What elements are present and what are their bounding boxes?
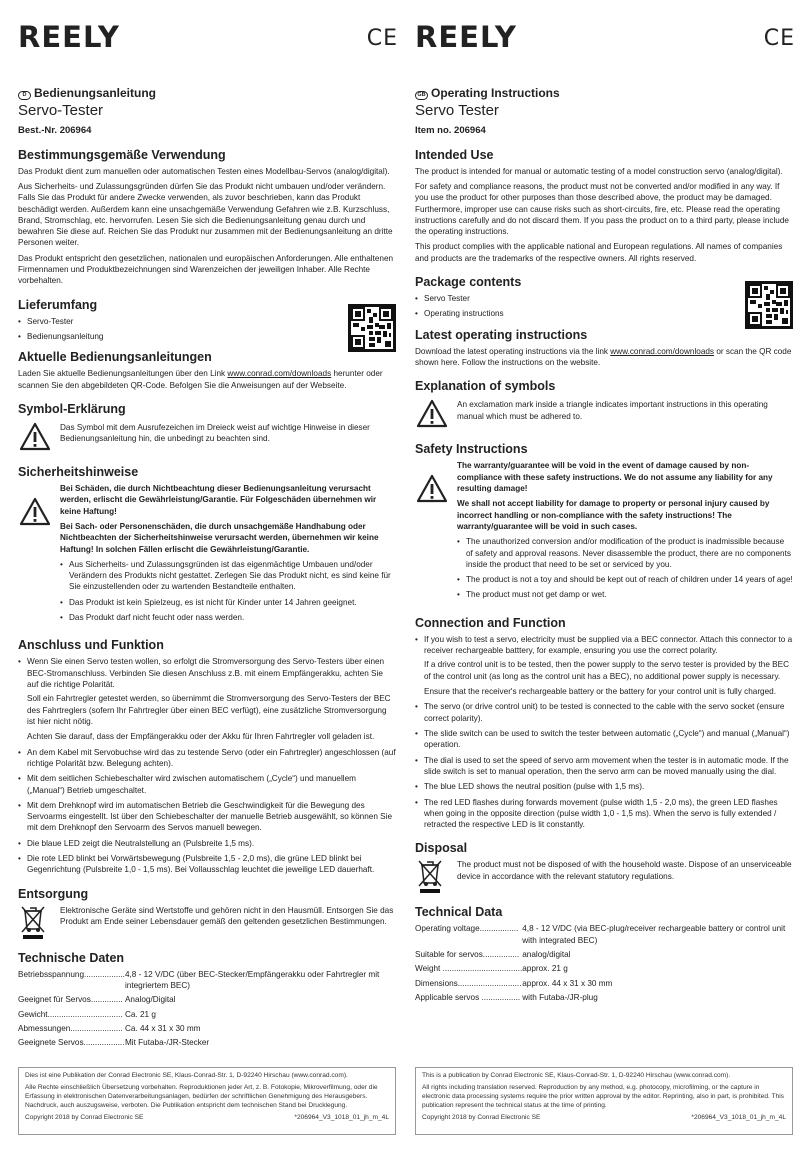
doc-code: *206964_V3_1018_01_jh_m_4L bbox=[294, 1113, 389, 1121]
table-row: Betriebsspannung.................. 4,8 - 12 V/DC (über BEC-Stecker/Empfängerakku oder Fahrtregler mit integriertem BEC) bbox=[18, 969, 380, 991]
section-heading: Sicherheitshinweise bbox=[18, 464, 139, 479]
download-link[interactable]: www.conrad.com/downloads bbox=[227, 369, 332, 379]
tech-table bbox=[415, 923, 793, 1006]
paragraph: Aus Sicherheits- und Zulassungsgründen dürfen Sie das Produkt nicht umbauen und/oder verändern. Falls Sie das Produkt für andere Zwecke verwenden, als zuvor beschrieben, kann das Produkt beschädigt werden. Außerdem kann eine unsachgemäße Verwendung Gefahren wie z.B. Kurzschluss, Brand, Stromschlag, etc. hervorrufen. Lesen Sie sich die Bedienungsanleitung genau durch und bewahren Sie diese auf. Reichen Sie das Produkt nur zusammen mit der Bedienungsanleitung an dritte Personen weiter. bbox=[18, 181, 393, 248]
list-item: • Bedienungsanleitung bbox=[18, 331, 396, 342]
ce-mark: CE bbox=[366, 26, 398, 51]
tech-table bbox=[18, 969, 396, 1052]
table-row: Applicable servos ................. with Futaba-/JR-plug bbox=[415, 993, 598, 1003]
ce-mark: CE bbox=[763, 26, 795, 51]
paragraph: Elektronische Geräte sind Wertstoffe und gehören nicht in den Hausmüll. Entsorgen Sie das Produkt am Ende seiner Lebensdauer gemäß den geltenden gesetzlichen Bestimmungen. bbox=[60, 905, 394, 927]
package-list bbox=[415, 293, 793, 320]
footer-line: All rights including translation reserved. Reproduction by any method, e.g. photocopy, microfilming, or the capture in electronic data processing systems require the prior written approval by the editor. Reprinting, also in part, is prohibited. This publication represent the technical status at the time of printing. bbox=[422, 1083, 784, 1109]
paragraph: For safety and compliance reasons, the product must not be converted and/or modified in any way. If you use the product for other purposes than those described above, the product may be damaged. Furthermore, improper use can cause risks such as short-circuits, fire, etc. Please read the operating instructions carefully and do not discard them. If you pass the product on to a third party, please include the operating instructions. bbox=[415, 181, 789, 237]
paragraph: Das Produkt entspricht den gesetzlichen, nationalen und europäischen Anforderungen. Alle enthaltenen Firmennamen und Produktbezeichnungen sind Warenzeichen der jeweiligen Inhaber. Alle Rechte vorbehalten. bbox=[18, 253, 394, 286]
section-heading: Lieferumfang bbox=[18, 297, 98, 312]
package-section bbox=[18, 298, 396, 343]
package-list bbox=[18, 316, 396, 343]
list-item: • Mit dem Drehknopf wird im automatischen Betrieb die Geschwindigkeit für die Bewegung des Servoarms eingestellt. Ist über den Schiebeschalter der manuelle Betrieb ausgewählt, so können Sie mit dem Drehknopf den Servoarm des Servos manuell bewegen. bbox=[18, 800, 396, 834]
section-heading: Aktuelle Bedienungsanleitungen bbox=[18, 350, 212, 365]
table-row: Abmessungen....................... Ca. 44 x 31 x 30 mm bbox=[18, 1023, 201, 1033]
footer-line: Dies ist eine Publikation der Conrad Electronic SE, Klaus-Conrad-Str. 1, D-92240 Hirschau (www.conrad.com). bbox=[25, 1072, 348, 1079]
bold-warning: Bei Schäden, die durch Nichtbeachtung dieser Bedienungsanleitung verursacht werden, erlischt die Gewährleistung/Garantie. Für Folgeschäden übernehmen wir keine Haftung! bbox=[60, 483, 377, 516]
list-item: • Wenn Sie einen Servo testen wollen, so erfolgt die Stromversorgung des Servo-Testers über einen BEC-Stromanschluss. Verbinden Sie diesen Anschluss z.B. mit einem Empfängerakku, achten Sie auf die richtige Polarität. Soll ein Fahrtregler getestet werden, so übernimmt die Stromversorgung des Servo-Testers der BEC des Fahrtreglers (sofern Ihr Fahrtregler über einen BEC verfügt), eine zusätzliche Stromversorgung ist hier nicht nötig. Achten Sie darauf, dass der Empfängerakku oder der Akku für Ihren Fahrtregler voll geladen ist. bbox=[18, 656, 396, 742]
table-row: Gewicht................................. Ca. 21 g bbox=[18, 1009, 156, 1019]
list-item: • The unauthorized conversion and/or modification of the product is inadmissible because of safety and approval reasons. Never disassemble the product, there are no components inside the product that need to be set or serviced by you. bbox=[457, 536, 793, 570]
list-item: • Operating instructions bbox=[415, 308, 793, 319]
list-item: • Servo-Tester bbox=[18, 316, 396, 327]
warning-triangle-icon bbox=[417, 399, 447, 429]
item-number: Best.-Nr. 206964 bbox=[18, 124, 92, 136]
safety-list bbox=[457, 536, 793, 601]
bold-warning: Bei Sach- oder Personenschäden, die durch unsachgemäße Handhabung oder Nichtbeachten der Sicherheitshinweise verursacht werden, übernehmen wir keine Haftung! In solchen Fällen erlischt die Gewährleistung/Garantie. bbox=[60, 521, 379, 554]
safety-list bbox=[60, 559, 396, 624]
paragraph: This product complies with the applicable national and European regulations. All names of companies and products are the trademarks of the respective owners. All rights reserved. bbox=[415, 242, 783, 263]
section-heading: Disposal bbox=[415, 841, 468, 856]
section-heading: Connection and Function bbox=[415, 615, 566, 630]
section-heading: Latest operating instructions bbox=[415, 327, 588, 342]
list-item: • Die blaue LED zeigt die Neutralstellung an (Pulsbreite 1,5 ms). bbox=[18, 838, 396, 849]
footer-line: This is a publication by Conrad Electronic SE, Klaus-Conrad-Str. 1, D-92240 Hirschau (www.conrad.com). bbox=[422, 1072, 731, 1079]
page-header bbox=[415, 22, 793, 52]
table-row: Weight ................................... approx. 21 g bbox=[415, 964, 568, 974]
language-flag-icon: D bbox=[18, 91, 31, 100]
list-item: • Das Produkt darf nicht feucht oder nass werden. bbox=[60, 612, 396, 623]
crossed-bin-icon bbox=[20, 905, 46, 939]
table-row: Dimensions............................ approx. 44 x 31 x 30 mm bbox=[415, 978, 613, 988]
item-number: Item no. 206964 bbox=[415, 124, 486, 136]
section-heading: Anschluss und Funktion bbox=[18, 638, 164, 653]
paragraph: The product is intended for manual or automatic testing of a model construction servo (analog/digital). bbox=[415, 166, 783, 176]
doc-code: *206964_V3_1018_01_jh_m_4L bbox=[691, 1113, 786, 1121]
publisher-footer bbox=[18, 1067, 396, 1135]
brand-logo: REELY bbox=[18, 20, 120, 54]
doc-heading: GB Operating Instructions bbox=[415, 86, 793, 101]
list-item: • Servo Tester bbox=[415, 293, 793, 304]
doc-heading: D Bedienungsanleitung bbox=[18, 86, 396, 101]
table-row: Operating voltage................. 4,8 - 12 V/DC (via BEC-plug/receiver rechargeable battery or control unit with integrated BEC) bbox=[415, 924, 786, 945]
section-heading: Intended Use bbox=[415, 147, 494, 162]
section-heading: Explanation of symbols bbox=[415, 379, 556, 394]
publisher-footer bbox=[415, 1067, 793, 1135]
list-item: • The dial is used to set the speed of servo arm movement when the tester is in automatic mode. If the slide switch is set to manual operation, then the servo arm can be moved manually using the dial. bbox=[415, 755, 793, 778]
section-heading: Bestimmungsgemäße Verwendung bbox=[18, 147, 226, 162]
document-body bbox=[18, 86, 396, 1052]
table-row: Geeignet für Servos.............. Analog/Digital bbox=[18, 995, 176, 1005]
list-item: • The blue LED shows the neutral position (pulse with 1,5 ms). bbox=[415, 781, 793, 792]
section-heading: Entsorgung bbox=[18, 886, 89, 901]
list-item: • Mit dem seitlichen Schiebeschalter wird zwischen automatischem („Cycle“) und manuellem („Manual“) Betrieb umgeschaltet. bbox=[18, 773, 396, 796]
paragraph: Das Produkt dient zum manuellen oder automatischen Testen eines Modellbau-Servos (analog/digital). bbox=[18, 166, 390, 176]
list-item: • An dem Kabel mit Servobuchse wird das zu testende Servo (oder ein Fahrtregler) angeschlossen (auf richtige Polarität bzw. Belegung achten). bbox=[18, 747, 396, 770]
list-item: • The slide switch can be used to switch the tester between automatic („Cycle“) and manual („Manual“) operation. bbox=[415, 728, 793, 751]
download-link[interactable]: www.conrad.com/downloads bbox=[610, 346, 715, 356]
product-title: Servo Tester bbox=[415, 102, 499, 119]
copyright: Copyright 2018 by Conrad Electronic SE bbox=[25, 1113, 144, 1121]
warning-triangle-icon bbox=[417, 474, 447, 504]
function-list bbox=[415, 634, 793, 831]
table-row: Suitable for servos................ analog/digital bbox=[415, 950, 571, 960]
bold-warning: We shall not accept liability for damage to property or personal injury caused by incorrect handling or non-compliance with the safety instructions! The warranty/guarantee will be void in such cases. bbox=[457, 499, 770, 531]
list-item: • Die rote LED blinkt bei Vorwärtsbewegung (Pulsbreite 1,5 - 2,0 ms), die grüne LED blinkt bei Gegenrichtung (Pulsbreite 1,0 - 1,5 ms). Bei Vollausschlag leuchtet die jeweilige LED dauerhaft. bbox=[18, 853, 396, 876]
warning-triangle-icon bbox=[20, 497, 50, 527]
list-item: • Aus Sicherheits- und Zulassungsgründen ist das eigenmächtige Umbauen und/oder Verändern des Produkts nicht gestattet. Zerlegen Sie das Produkt nicht, es sind keine für Sie einzustellenden oder zu wartenden Bestandteile enthalten. bbox=[60, 559, 396, 593]
paragraph: The product must not be disposed of with the household waste. Dispose of an unserviceable device in accordance with the relevant statutory regulations. bbox=[457, 860, 792, 881]
qr-code-icon bbox=[745, 281, 793, 329]
list-item: • The servo (or drive control unit) to be tested is connected to the cable with the servo socket (ensure correct polarity). bbox=[415, 701, 793, 724]
section-heading: Symbol-Erklärung bbox=[18, 401, 126, 416]
table-row: Geeignete Servos.................. Mit Futaba-/JR-Stecker bbox=[18, 1038, 210, 1048]
bold-warning: The warranty/guarantee will be void in the event of damage caused by non-compliance with these safety instructions. We do not assume any liability for any resulting damage! bbox=[457, 461, 773, 493]
copyright: Copyright 2018 by Conrad Electronic SE bbox=[422, 1113, 541, 1121]
crossed-bin-icon bbox=[417, 859, 443, 893]
paragraph: An exclamation mark inside a triangle indicates important instructions in this operating manual which must be adhered to. bbox=[457, 400, 768, 421]
brand-logo: REELY bbox=[415, 20, 517, 54]
section-heading: Technische Daten bbox=[18, 950, 125, 965]
qr-code-icon bbox=[348, 304, 396, 352]
section-heading: Package contents bbox=[415, 275, 522, 290]
list-item: • The red LED flashes during forwards movement (pulse width 1,5 - 2,0 ms), the green LED flashes when going in the opposite direction (pulse width 1,0 - 1,5 ms). When the servo is fully extended / retracted the respective LED is lit constantly. bbox=[415, 797, 793, 831]
list-item: • The product is not a toy and should be kept out of reach of children under 14 years of age! bbox=[457, 574, 793, 585]
package-section bbox=[415, 275, 793, 320]
warning-triangle-icon bbox=[20, 422, 50, 452]
paragraph: Laden Sie aktuelle Bedienungsanleitungen über den Link www.conrad.com/downloads herunter oder scannen Sie den abgebildeten QR-Code. Befolgen Sie die Anweisungen auf der Webseite. bbox=[18, 369, 383, 390]
section-heading: Technical Data bbox=[415, 905, 503, 920]
paragraph: Download the latest operating instructions via the link www.conrad.com/downloads or scan the QR code shown here. Follow the instructions on the website. bbox=[415, 346, 792, 368]
language-flag-icon: GB bbox=[415, 91, 428, 100]
paragraph: Das Symbol mit dem Ausrufezeichen im Dreieck weist auf wichtige Hinweise in dieser Bedienungsanleitung hin, die unbedingt zu beachten sind. bbox=[60, 422, 370, 444]
product-title: Servo-Tester bbox=[18, 102, 104, 119]
list-item: • The product must not get damp or wet. bbox=[457, 589, 793, 600]
section-heading: Safety Instructions bbox=[415, 442, 528, 457]
document-body bbox=[415, 86, 793, 1006]
footer-line: Alle Rechte einschließlich Übersetzung vorbehalten. Reproduktionen jeder Art, z. B. Fotokopie, Mikroverfilmung, oder die Erfassung in elektronischen Datenverarbeitungsanlagen, bedürfen der schriftlichen Genehmigung des Herausgebers. Nachdruck, auch auszugsweise, verboten. Die Publikation entspricht dem technischen Stand bei Drucklegung. bbox=[25, 1083, 378, 1109]
list-item: • If you wish to test a servo, electricity must be supplied via a BEC connector. Attach this connector to a receiver rechargeable batttery, for example, ensuring you use the correct polarity. If a drive control unit is to be tested, then the power supply to the servo tester is provided by the BEC of the control unit (as long as the control unit has a BEC), no additional power supply is necessary. Ensure that the receiver's rechargeable battery or the battery for your control unit is fully charged. bbox=[415, 634, 793, 698]
page-header bbox=[18, 22, 396, 52]
list-item: • Das Produkt ist kein Spielzeug, es ist nicht für Kinder unter 14 Jahren geeignet. bbox=[60, 597, 396, 608]
function-list bbox=[18, 656, 396, 875]
